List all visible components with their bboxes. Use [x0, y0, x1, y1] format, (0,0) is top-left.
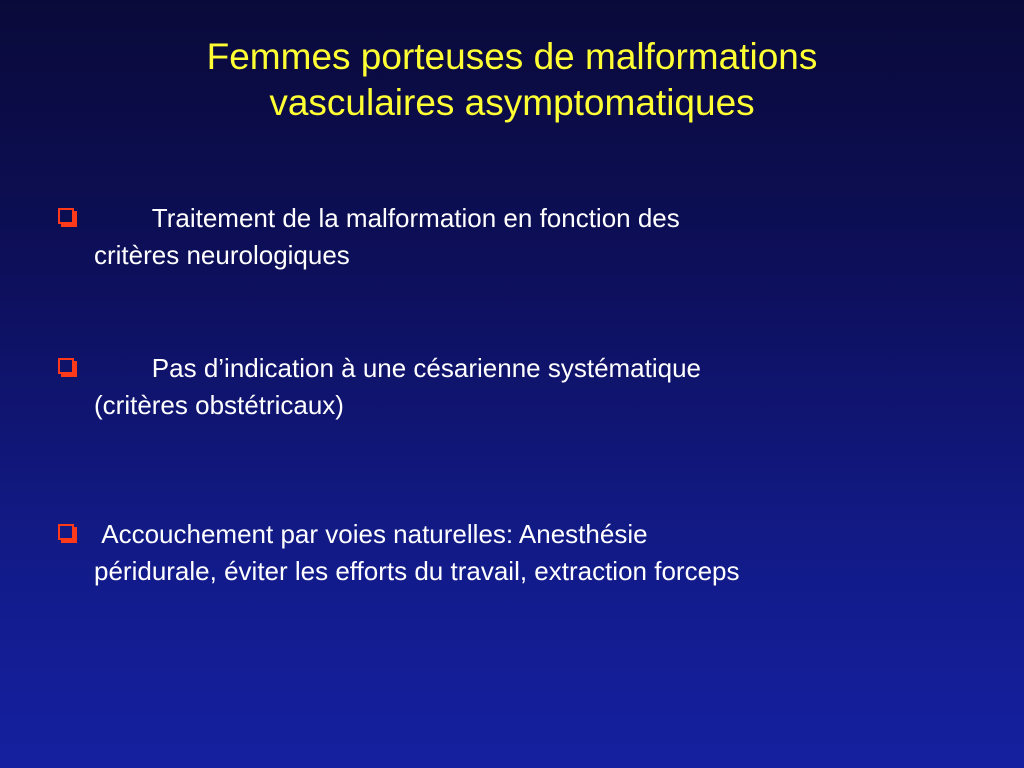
hollow-square-bullet-icon [58, 358, 74, 374]
bullet-item-line-2: (critères obstétricaux) [94, 390, 344, 420]
bullet-item-cesarean [58, 350, 978, 424]
bullet-item-treatment [58, 200, 978, 274]
slide-title [40, 34, 984, 126]
slide-title-line-1: Femmes porteuses de malformations [206, 36, 818, 77]
hollow-square-bullet-icon [58, 208, 74, 224]
bullet-item-delivery [58, 516, 978, 590]
slide-title-line-2: vasculaires asymptomatiques [269, 82, 755, 123]
bullet-item-line-1: Traitement de la malformation en fonction des [94, 203, 680, 233]
hollow-square-bullet-icon [58, 524, 74, 540]
bullet-item-line-1: Accouchement par voies naturelles: Anesthésie [94, 519, 648, 549]
bullet-item-line-2: critères neurologiques [94, 240, 350, 270]
bullet-item-line-1: Pas d’indication à une césarienne systématique [94, 353, 702, 383]
bullet-item-line-2: péridurale, éviter les efforts du travail, extraction forceps [94, 556, 740, 586]
